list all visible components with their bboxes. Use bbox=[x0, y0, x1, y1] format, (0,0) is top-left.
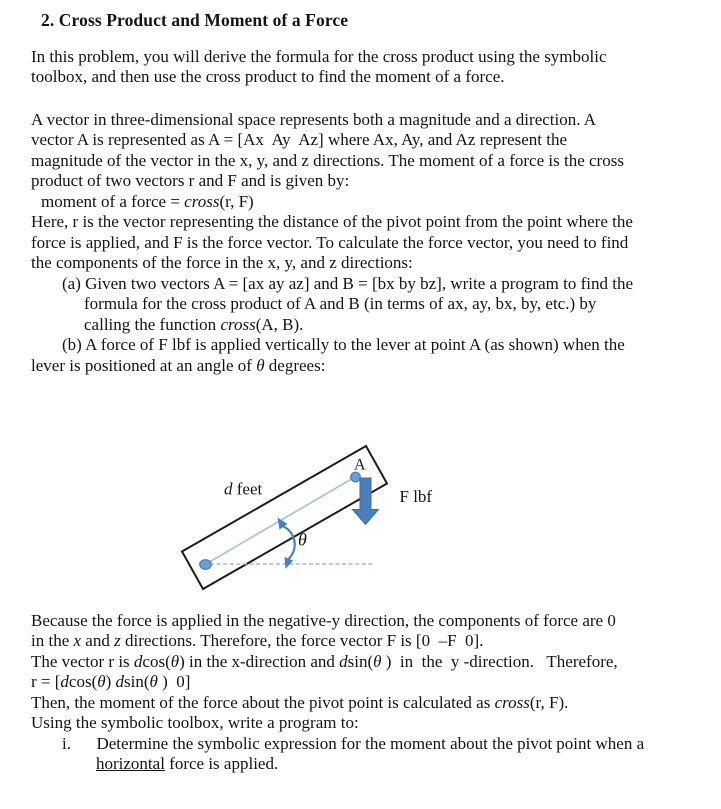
text-segment: ) 0] bbox=[157, 672, 191, 691]
text-segment: In this problem, you will derive the formula for the cross product using the symbolic bbox=[31, 46, 607, 66]
text-segment: r = [ bbox=[31, 672, 61, 691]
text-segment: force is applied. bbox=[164, 754, 279, 773]
point-a-label: A bbox=[354, 456, 366, 474]
text-segment: ) in the x-direction and bbox=[179, 651, 340, 671]
text-segment: force is applied, and F is the force vector. To calculate the force vector, you need to find bbox=[31, 232, 629, 252]
text-segment: Then, the moment of the force about the pivot point is calculated as bbox=[31, 692, 495, 712]
text-segment: d bbox=[133, 651, 143, 671]
pivot-point-marker bbox=[200, 560, 212, 570]
text-segment: horizontal bbox=[96, 754, 165, 773]
text-segment: Here, r is the vector representing the distance of the pivot point from the point where the bbox=[31, 212, 633, 231]
text-segment: Using the symbolic toolbox, write a program to: bbox=[31, 713, 359, 732]
text-segment: vector A is represented as A = [Ax Ay Az] where Ax, Ay, and Az represent the bbox=[31, 130, 568, 149]
distance-label: d feet bbox=[224, 479, 263, 499]
text-segment: (a) Given two vectors A = [ax ay az] and B = [bx by bz], write a program to find the bbox=[62, 273, 634, 293]
text-segment: (A, B). bbox=[255, 314, 304, 334]
text-segment: in the bbox=[31, 631, 74, 650]
text-segment: θ bbox=[149, 672, 158, 691]
text-segment: (r, F) bbox=[219, 191, 254, 211]
text-segment: calling the function bbox=[84, 314, 221, 334]
point-a-marker bbox=[351, 472, 361, 482]
text-segment: ) bbox=[105, 672, 116, 691]
text-segment: (b) A force of F lbf is applied vertically to the lever at point A (as shown) when the bbox=[62, 335, 625, 354]
text-segment: cos( bbox=[68, 672, 98, 691]
text-segment: d bbox=[339, 651, 348, 671]
text-segment: d bbox=[115, 672, 125, 691]
text-segment: z bbox=[114, 631, 121, 650]
force-label: F lbf bbox=[399, 487, 433, 506]
angle-label: θ bbox=[298, 529, 307, 550]
text-segment: magnitude of the vector in the x, y, and z directions. The moment of a force is the cross bbox=[31, 150, 624, 170]
text-segment: i. Determine the symbolic expression for the moment about the pivot point when a bbox=[62, 733, 645, 753]
text-segment: cross bbox=[184, 191, 220, 211]
text-segment: toolbox, and then use the cross product to find the moment of a force. bbox=[31, 67, 505, 86]
text-segment: θ bbox=[256, 355, 265, 375]
text-segment: θ bbox=[97, 672, 106, 691]
text-segment: directions. Therefore, the force vector F is [0 –F 0]. bbox=[120, 631, 484, 650]
text-segment: and bbox=[81, 631, 115, 650]
text-segment: A vector in three-dimensional space represents both a magnitude and a direction. A bbox=[31, 109, 597, 129]
text-segment: cross bbox=[494, 692, 530, 712]
text-segment: sin( bbox=[124, 672, 150, 691]
text-segment: Because the force is applied in the negative-y direction, the components of force are 0 bbox=[31, 610, 616, 630]
text-segment: sin( bbox=[347, 651, 374, 671]
text-segment: cross bbox=[220, 314, 256, 334]
text-segment: θ bbox=[373, 651, 382, 671]
text-segment: ) in the y -direction. Therefore, bbox=[381, 651, 618, 671]
text-segment: degrees: bbox=[264, 355, 326, 375]
text-segment: product of two vectors r and F and is given by: bbox=[31, 171, 350, 190]
text-segment: θ bbox=[170, 651, 180, 671]
text-segment: the components of the force in the x, y, and z directions: bbox=[31, 253, 413, 272]
text-segment: (r, F). bbox=[529, 692, 569, 712]
text-segment: cos( bbox=[142, 651, 171, 671]
text-segment: lever is positioned at an angle of bbox=[31, 355, 257, 375]
text-segment: moment of a force = bbox=[41, 191, 185, 211]
document-title: 2. Cross Product and Moment of a Force bbox=[41, 10, 349, 30]
text-segment: d bbox=[60, 672, 69, 691]
text-segment: The vector r is bbox=[31, 651, 134, 671]
angle-arc-arrowhead-bottom bbox=[285, 557, 294, 569]
text-segment: formula for the cross product of A and B (in terms of ax, ay, bx, by, etc.) by bbox=[84, 294, 597, 313]
text-segment: x bbox=[73, 631, 82, 650]
